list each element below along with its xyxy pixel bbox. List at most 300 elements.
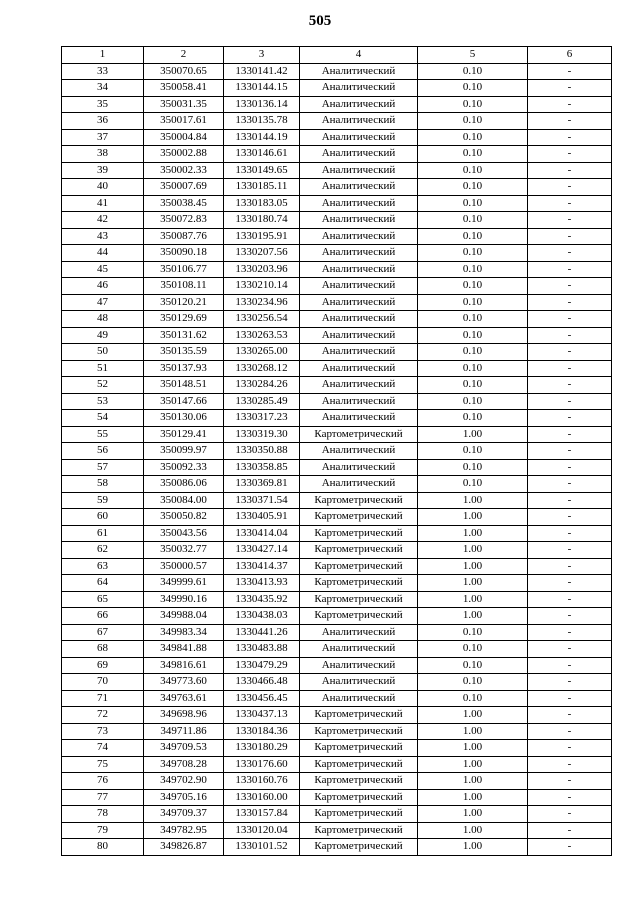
table-row (62, 756, 612, 773)
method-cell: Аналитический (300, 360, 418, 377)
table-row (62, 393, 612, 410)
table-row (62, 839, 612, 856)
x-coordinate-cell: 350072.83 (144, 212, 224, 229)
method-cell: Картометрический (300, 558, 418, 575)
x-coordinate-cell: 350130.06 (144, 410, 224, 427)
y-coordinate-cell: 1330184.36 (224, 723, 300, 740)
table-row (62, 740, 612, 757)
method-cell: Аналитический (300, 459, 418, 476)
accuracy-cell: 0.10 (418, 63, 528, 80)
point-number-cell: 64 (62, 575, 144, 592)
x-coordinate-cell: 350002.33 (144, 162, 224, 179)
table-row (62, 245, 612, 262)
note-cell: - (528, 377, 612, 394)
note-cell: - (528, 426, 612, 443)
method-cell: Картометрический (300, 839, 418, 856)
table-row (62, 657, 612, 674)
accuracy-cell: 1.00 (418, 542, 528, 559)
note-cell: - (528, 723, 612, 740)
x-coordinate-cell: 350038.45 (144, 195, 224, 212)
accuracy-cell: 0.10 (418, 195, 528, 212)
x-coordinate-cell: 349773.60 (144, 674, 224, 691)
table-row (62, 344, 612, 361)
point-number-cell: 72 (62, 707, 144, 724)
accuracy-cell: 0.10 (418, 245, 528, 262)
point-number-cell: 40 (62, 179, 144, 196)
accuracy-cell: 0.10 (418, 261, 528, 278)
note-cell: - (528, 657, 612, 674)
table-row (62, 327, 612, 344)
accuracy-cell: 0.10 (418, 278, 528, 295)
x-coordinate-cell: 349702.90 (144, 773, 224, 790)
point-number-cell: 74 (62, 740, 144, 757)
y-coordinate-cell: 1330180.29 (224, 740, 300, 757)
point-number-cell: 62 (62, 542, 144, 559)
accuracy-cell: 0.10 (418, 674, 528, 691)
point-number-cell: 59 (62, 492, 144, 509)
point-number-cell: 33 (62, 63, 144, 80)
x-coordinate-cell: 350137.93 (144, 360, 224, 377)
table-body (62, 63, 612, 855)
table-row (62, 96, 612, 113)
note-cell: - (528, 476, 612, 493)
accuracy-cell: 0.10 (418, 80, 528, 97)
y-coordinate-cell: 1330435.92 (224, 591, 300, 608)
note-cell: - (528, 393, 612, 410)
point-number-cell: 43 (62, 228, 144, 245)
table-row (62, 228, 612, 245)
x-coordinate-cell: 350120.21 (144, 294, 224, 311)
point-number-cell: 35 (62, 96, 144, 113)
note-cell: - (528, 509, 612, 526)
accuracy-cell: 0.10 (418, 459, 528, 476)
x-coordinate-cell: 349990.16 (144, 591, 224, 608)
table-row (62, 558, 612, 575)
note-cell: - (528, 591, 612, 608)
header-cell-6: 6 (528, 47, 612, 64)
x-coordinate-cell: 350108.11 (144, 278, 224, 295)
y-coordinate-cell: 1330284.26 (224, 377, 300, 394)
point-number-cell: 48 (62, 311, 144, 328)
table-row (62, 360, 612, 377)
accuracy-cell: 0.10 (418, 393, 528, 410)
method-cell: Аналитический (300, 146, 418, 163)
table-row (62, 525, 612, 542)
y-coordinate-cell: 1330176.60 (224, 756, 300, 773)
method-cell: Аналитический (300, 624, 418, 641)
table-row (62, 426, 612, 443)
point-number-cell: 55 (62, 426, 144, 443)
method-cell: Картометрический (300, 773, 418, 790)
method-cell: Аналитический (300, 162, 418, 179)
table-row (62, 723, 612, 740)
point-number-cell: 37 (62, 129, 144, 146)
point-number-cell: 54 (62, 410, 144, 427)
x-coordinate-cell: 350031.35 (144, 96, 224, 113)
method-cell: Аналитический (300, 674, 418, 691)
table-row (62, 822, 612, 839)
y-coordinate-cell: 1330369.81 (224, 476, 300, 493)
accuracy-cell: 1.00 (418, 575, 528, 592)
x-coordinate-cell: 350131.62 (144, 327, 224, 344)
y-coordinate-cell: 1330195.91 (224, 228, 300, 245)
point-number-cell: 52 (62, 377, 144, 394)
method-cell: Аналитический (300, 294, 418, 311)
accuracy-cell: 1.00 (418, 525, 528, 542)
y-coordinate-cell: 1330414.04 (224, 525, 300, 542)
y-coordinate-cell: 1330371.54 (224, 492, 300, 509)
x-coordinate-cell: 350004.84 (144, 129, 224, 146)
point-number-cell: 65 (62, 591, 144, 608)
point-number-cell: 53 (62, 393, 144, 410)
y-coordinate-cell: 1330160.76 (224, 773, 300, 790)
accuracy-cell: 0.10 (418, 96, 528, 113)
x-coordinate-cell: 350099.97 (144, 443, 224, 460)
point-number-cell: 66 (62, 608, 144, 625)
x-coordinate-cell: 349826.87 (144, 839, 224, 856)
accuracy-cell: 0.10 (418, 624, 528, 641)
table-row (62, 80, 612, 97)
accuracy-cell: 0.10 (418, 294, 528, 311)
x-coordinate-cell: 350148.51 (144, 377, 224, 394)
method-cell: Картометрический (300, 426, 418, 443)
table-row (62, 179, 612, 196)
table-row (62, 641, 612, 658)
x-coordinate-cell: 349816.61 (144, 657, 224, 674)
x-coordinate-cell: 350147.66 (144, 393, 224, 410)
method-cell: Картометрический (300, 740, 418, 757)
header-cell-2: 2 (144, 47, 224, 64)
y-coordinate-cell: 1330144.15 (224, 80, 300, 97)
note-cell: - (528, 839, 612, 856)
note-cell: - (528, 558, 612, 575)
point-number-cell: 51 (62, 360, 144, 377)
point-number-cell: 70 (62, 674, 144, 691)
table-row (62, 575, 612, 592)
accuracy-cell: 1.00 (418, 822, 528, 839)
method-cell: Аналитический (300, 311, 418, 328)
accuracy-cell: 1.00 (418, 740, 528, 757)
accuracy-cell: 1.00 (418, 558, 528, 575)
x-coordinate-cell: 349711.86 (144, 723, 224, 740)
y-coordinate-cell: 1330185.11 (224, 179, 300, 196)
y-coordinate-cell: 1330285.49 (224, 393, 300, 410)
table-row (62, 113, 612, 130)
note-cell: - (528, 96, 612, 113)
accuracy-cell: 1.00 (418, 789, 528, 806)
accuracy-cell: 1.00 (418, 806, 528, 823)
x-coordinate-cell: 349782.95 (144, 822, 224, 839)
method-cell: Аналитический (300, 690, 418, 707)
table-row (62, 410, 612, 427)
y-coordinate-cell: 1330210.14 (224, 278, 300, 295)
table-row (62, 377, 612, 394)
x-coordinate-cell: 349709.53 (144, 740, 224, 757)
accuracy-cell: 1.00 (418, 492, 528, 509)
note-cell: - (528, 344, 612, 361)
y-coordinate-cell: 1330136.14 (224, 96, 300, 113)
point-number-cell: 36 (62, 113, 144, 130)
table-row (62, 624, 612, 641)
accuracy-cell: 0.10 (418, 377, 528, 394)
x-coordinate-cell: 350092.33 (144, 459, 224, 476)
x-coordinate-cell: 350043.56 (144, 525, 224, 542)
method-cell: Картометрический (300, 789, 418, 806)
method-cell: Аналитический (300, 377, 418, 394)
x-coordinate-cell: 349983.34 (144, 624, 224, 641)
note-cell: - (528, 278, 612, 295)
accuracy-cell: 0.10 (418, 179, 528, 196)
point-number-cell: 57 (62, 459, 144, 476)
y-coordinate-cell: 1330120.04 (224, 822, 300, 839)
point-number-cell: 39 (62, 162, 144, 179)
y-coordinate-cell: 1330207.56 (224, 245, 300, 262)
point-number-cell: 44 (62, 245, 144, 262)
y-coordinate-cell: 1330256.54 (224, 311, 300, 328)
accuracy-cell: 0.10 (418, 344, 528, 361)
x-coordinate-cell: 349705.16 (144, 789, 224, 806)
table-row (62, 608, 612, 625)
method-cell: Аналитический (300, 657, 418, 674)
accuracy-cell: 1.00 (418, 591, 528, 608)
point-number-cell: 46 (62, 278, 144, 295)
method-cell: Картометрический (300, 806, 418, 823)
point-number-cell: 71 (62, 690, 144, 707)
x-coordinate-cell: 350050.82 (144, 509, 224, 526)
point-number-cell: 42 (62, 212, 144, 229)
accuracy-cell: 0.10 (418, 476, 528, 493)
x-coordinate-cell: 350084.00 (144, 492, 224, 509)
point-number-cell: 34 (62, 80, 144, 97)
point-number-cell: 41 (62, 195, 144, 212)
note-cell: - (528, 129, 612, 146)
accuracy-cell: 1.00 (418, 723, 528, 740)
y-coordinate-cell: 1330160.00 (224, 789, 300, 806)
accuracy-cell: 1.00 (418, 773, 528, 790)
note-cell: - (528, 674, 612, 691)
x-coordinate-cell: 350000.57 (144, 558, 224, 575)
method-cell: Аналитический (300, 641, 418, 658)
table-row (62, 509, 612, 526)
x-coordinate-cell: 350002.88 (144, 146, 224, 163)
method-cell: Аналитический (300, 261, 418, 278)
note-cell: - (528, 228, 612, 245)
table-row (62, 311, 612, 328)
accuracy-cell: 0.10 (418, 443, 528, 460)
method-cell: Картометрический (300, 492, 418, 509)
y-coordinate-cell: 1330268.12 (224, 360, 300, 377)
point-number-cell: 61 (62, 525, 144, 542)
note-cell: - (528, 261, 612, 278)
coordinates-table (61, 46, 612, 856)
table-row (62, 212, 612, 229)
note-cell: - (528, 245, 612, 262)
x-coordinate-cell: 350017.61 (144, 113, 224, 130)
note-cell: - (528, 63, 612, 80)
method-cell: Аналитический (300, 228, 418, 245)
accuracy-cell: 0.10 (418, 410, 528, 427)
method-cell: Аналитический (300, 212, 418, 229)
y-coordinate-cell: 1330483.88 (224, 641, 300, 658)
y-coordinate-cell: 1330234.96 (224, 294, 300, 311)
method-cell: Картометрический (300, 509, 418, 526)
header-cell-5: 5 (418, 47, 528, 64)
y-coordinate-cell: 1330101.52 (224, 839, 300, 856)
x-coordinate-cell: 349999.61 (144, 575, 224, 592)
y-coordinate-cell: 1330466.48 (224, 674, 300, 691)
page-number: 505 (308, 13, 332, 29)
accuracy-cell: 1.00 (418, 707, 528, 724)
point-number-cell: 80 (62, 839, 144, 856)
y-coordinate-cell: 1330183.05 (224, 195, 300, 212)
method-cell: Аналитический (300, 195, 418, 212)
point-number-cell: 45 (62, 261, 144, 278)
accuracy-cell: 0.10 (418, 311, 528, 328)
point-number-cell: 38 (62, 146, 144, 163)
table-header (62, 47, 612, 64)
y-coordinate-cell: 1330441.26 (224, 624, 300, 641)
point-number-cell: 49 (62, 327, 144, 344)
note-cell: - (528, 608, 612, 625)
header-cell-3: 3 (224, 47, 300, 64)
accuracy-cell: 1.00 (418, 839, 528, 856)
accuracy-cell: 1.00 (418, 756, 528, 773)
x-coordinate-cell: 350070.65 (144, 63, 224, 80)
header-cell-1: 1 (62, 47, 144, 64)
accuracy-cell: 0.10 (418, 327, 528, 344)
note-cell: - (528, 641, 612, 658)
note-cell: - (528, 624, 612, 641)
method-cell: Аналитический (300, 327, 418, 344)
table-row (62, 476, 612, 493)
point-number-cell: 79 (62, 822, 144, 839)
y-coordinate-cell: 1330427.14 (224, 542, 300, 559)
point-number-cell: 76 (62, 773, 144, 790)
method-cell: Аналитический (300, 245, 418, 262)
note-cell: - (528, 542, 612, 559)
note-cell: - (528, 410, 612, 427)
method-cell: Картометрический (300, 822, 418, 839)
accuracy-cell: 0.10 (418, 162, 528, 179)
accuracy-cell: 0.10 (418, 641, 528, 658)
note-cell: - (528, 789, 612, 806)
table-row (62, 773, 612, 790)
note-cell: - (528, 740, 612, 757)
note-cell: - (528, 690, 612, 707)
note-cell: - (528, 327, 612, 344)
table-row (62, 129, 612, 146)
table-row (62, 162, 612, 179)
method-cell: Аналитический (300, 344, 418, 361)
x-coordinate-cell: 350129.69 (144, 311, 224, 328)
method-cell: Аналитический (300, 179, 418, 196)
accuracy-cell: 1.00 (418, 608, 528, 625)
x-coordinate-cell: 349763.61 (144, 690, 224, 707)
note-cell: - (528, 113, 612, 130)
point-number-cell: 67 (62, 624, 144, 641)
header-row (62, 47, 612, 64)
y-coordinate-cell: 1330456.45 (224, 690, 300, 707)
point-number-cell: 68 (62, 641, 144, 658)
x-coordinate-cell: 350087.76 (144, 228, 224, 245)
table-row (62, 492, 612, 509)
table-row (62, 690, 612, 707)
table-row (62, 294, 612, 311)
note-cell: - (528, 822, 612, 839)
method-cell: Аналитический (300, 278, 418, 295)
method-cell: Картометрический (300, 723, 418, 740)
point-number-cell: 73 (62, 723, 144, 740)
point-number-cell: 75 (62, 756, 144, 773)
method-cell: Аналитический (300, 113, 418, 130)
note-cell: - (528, 195, 612, 212)
header-cell-4: 4 (300, 47, 418, 64)
x-coordinate-cell: 350106.77 (144, 261, 224, 278)
y-coordinate-cell: 1330149.65 (224, 162, 300, 179)
point-number-cell: 77 (62, 789, 144, 806)
method-cell: Картометрический (300, 542, 418, 559)
y-coordinate-cell: 1330358.85 (224, 459, 300, 476)
y-coordinate-cell: 1330319.30 (224, 426, 300, 443)
note-cell: - (528, 212, 612, 229)
x-coordinate-cell: 349709.37 (144, 806, 224, 823)
note-cell: - (528, 179, 612, 196)
x-coordinate-cell: 349841.88 (144, 641, 224, 658)
x-coordinate-cell: 349708.28 (144, 756, 224, 773)
x-coordinate-cell: 350129.41 (144, 426, 224, 443)
y-coordinate-cell: 1330203.96 (224, 261, 300, 278)
accuracy-cell: 0.10 (418, 228, 528, 245)
note-cell: - (528, 443, 612, 460)
y-coordinate-cell: 1330438.03 (224, 608, 300, 625)
accuracy-cell: 0.10 (418, 146, 528, 163)
note-cell: - (528, 294, 612, 311)
table-row (62, 261, 612, 278)
point-number-cell: 69 (62, 657, 144, 674)
method-cell: Аналитический (300, 63, 418, 80)
method-cell: Аналитический (300, 96, 418, 113)
table-row (62, 278, 612, 295)
note-cell: - (528, 492, 612, 509)
y-coordinate-cell: 1330146.61 (224, 146, 300, 163)
table-row (62, 542, 612, 559)
x-coordinate-cell: 350090.18 (144, 245, 224, 262)
accuracy-cell: 0.10 (418, 657, 528, 674)
x-coordinate-cell: 350135.59 (144, 344, 224, 361)
accuracy-cell: 0.10 (418, 360, 528, 377)
accuracy-cell: 1.00 (418, 426, 528, 443)
note-cell: - (528, 162, 612, 179)
table-row (62, 806, 612, 823)
point-number-cell: 58 (62, 476, 144, 493)
accuracy-cell: 0.10 (418, 212, 528, 229)
y-coordinate-cell: 1330263.53 (224, 327, 300, 344)
note-cell: - (528, 525, 612, 542)
method-cell: Аналитический (300, 129, 418, 146)
note-cell: - (528, 707, 612, 724)
table-row (62, 591, 612, 608)
method-cell: Картометрический (300, 756, 418, 773)
accuracy-cell: 0.10 (418, 129, 528, 146)
y-coordinate-cell: 1330414.37 (224, 558, 300, 575)
table-row (62, 63, 612, 80)
method-cell: Картометрический (300, 608, 418, 625)
note-cell: - (528, 773, 612, 790)
y-coordinate-cell: 1330141.42 (224, 63, 300, 80)
x-coordinate-cell: 349698.96 (144, 707, 224, 724)
accuracy-cell: 0.10 (418, 690, 528, 707)
note-cell: - (528, 80, 612, 97)
